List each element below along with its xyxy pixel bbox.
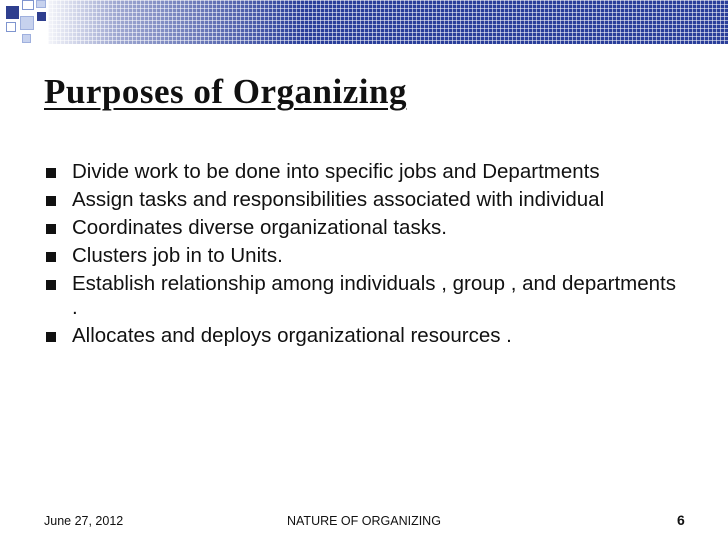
square-bullet-icon	[46, 332, 56, 342]
slide-title: Purposes of Organizing	[44, 72, 407, 111]
decor-square-6	[37, 12, 46, 21]
square-bullet-icon	[46, 280, 56, 290]
bullet-text: Clusters job in to Units.	[72, 244, 283, 267]
bullet-item	[46, 244, 686, 268]
bullet-item	[46, 188, 686, 212]
decor-square-5	[20, 16, 34, 30]
decor-square-2	[22, 0, 34, 10]
bullet-item	[46, 160, 686, 184]
bullet-list	[46, 160, 686, 352]
bullet-text: Allocates and deploys organizational resources .	[72, 324, 512, 347]
bullet-text: Coordinates diverse organizational tasks.	[72, 216, 447, 239]
bullet-text: Assign tasks and responsibilities associated with individual	[72, 188, 605, 211]
square-bullet-icon	[46, 224, 56, 234]
square-bullet-icon	[46, 168, 56, 178]
bullet-item	[46, 324, 686, 348]
bullet-item	[46, 216, 686, 240]
bullet-text: Establish relationship among individuals , group , and departments .	[72, 272, 676, 319]
square-bullet-icon	[46, 196, 56, 206]
header-banner	[48, 0, 728, 44]
footer-title: NATURE OF ORGANIZING	[287, 514, 441, 528]
page-number: 6	[677, 512, 685, 528]
bullet-item	[46, 272, 686, 320]
bullet-text: Divide work to be done into specific jobs and Departments	[72, 160, 600, 183]
decor-square-1	[6, 6, 19, 19]
square-bullet-icon	[46, 252, 56, 262]
footer-date: June 27, 2012	[44, 514, 124, 528]
decor-square-7	[22, 34, 31, 43]
decor-square-4	[6, 22, 16, 32]
decor-square-3	[36, 0, 46, 8]
